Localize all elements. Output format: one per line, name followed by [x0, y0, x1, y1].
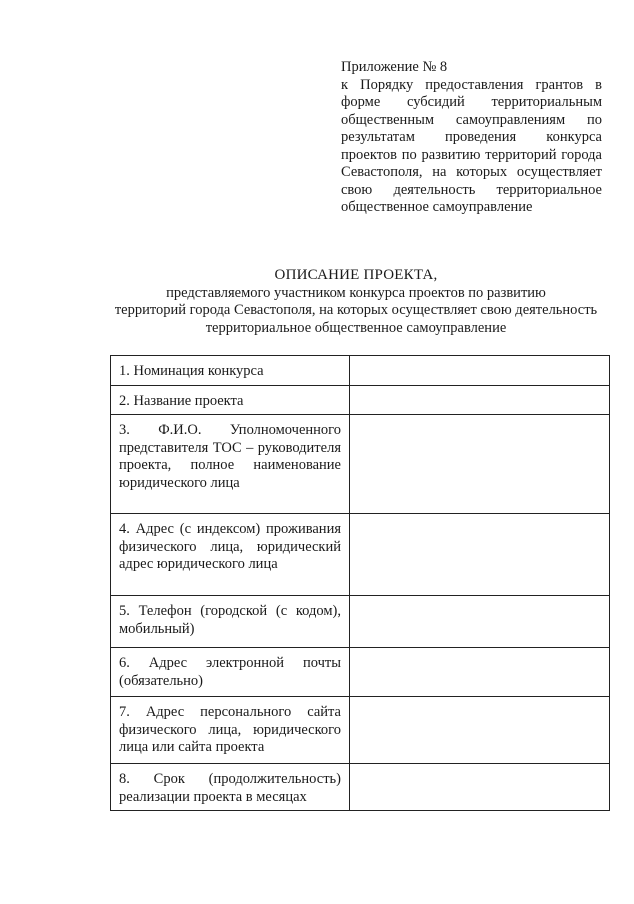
row-value-email[interactable]: [350, 648, 610, 697]
row-value-phone[interactable]: [350, 596, 610, 648]
appendix-text: к Порядку предоставления грантов в форме субсидий территориальным общественным самоуправлениям по результатам проведения конкурса проектов по развитию территорий города Севастополя, на которых осуществляет свою деятельность территориальное общественное самоуправление: [341, 76, 602, 215]
project-description-table: [110, 355, 610, 811]
row-label-duration: 8. Срок (продолжительность) реализации проекта в месяцах: [111, 764, 350, 811]
row-label-website: 7. Адрес персонального сайта физического лица, юридического лица или сайта проекта: [111, 697, 350, 764]
row-label-project-name: 2. Название проекта: [111, 385, 350, 415]
row-value-address[interactable]: [350, 514, 610, 596]
table-row: [111, 697, 610, 764]
row-label-representative: 3. Ф.И.О. Уполномоченного представителя ТОС – руководителя проекта, полное наименование юридического лица: [111, 415, 350, 514]
document-title: ОПИСАНИЕ ПРОЕКТА,: [274, 267, 438, 283]
row-value-project-name[interactable]: [350, 385, 610, 415]
table-row: [111, 415, 610, 514]
table-row: [111, 385, 610, 415]
table-row: [111, 764, 610, 811]
row-value-website[interactable]: [350, 697, 610, 764]
table-row: [111, 514, 610, 596]
document-subtitle-line-1: представляемого участником конкурса проектов по развитию: [166, 284, 546, 301]
row-value-duration[interactable]: [350, 764, 610, 811]
row-value-nomination[interactable]: [350, 356, 610, 386]
table-row: [111, 596, 610, 648]
document-subtitle-line-2: территорий города Севастополя, на которых осуществляет свою деятельность: [114, 302, 598, 318]
row-value-representative[interactable]: [350, 415, 610, 514]
appendix-title: Приложение № 8: [341, 59, 448, 75]
row-label-email: 6. Адрес электронной почты (обязательно): [111, 648, 350, 697]
document-subtitle-line-3: территориальное общественное самоуправление: [205, 319, 507, 336]
row-label-address: 4. Адрес (с индексом) проживания физического лица, юридический адрес юридического лица: [111, 514, 350, 596]
row-label-phone: 5. Телефон (городской (с кодом), мобильный): [111, 596, 350, 648]
row-label-nomination: 1. Номинация конкурса: [111, 356, 350, 386]
document-heading: [100, 267, 612, 337]
table-row: [111, 356, 610, 386]
table-row: [111, 648, 610, 697]
appendix-block: [341, 59, 602, 217]
